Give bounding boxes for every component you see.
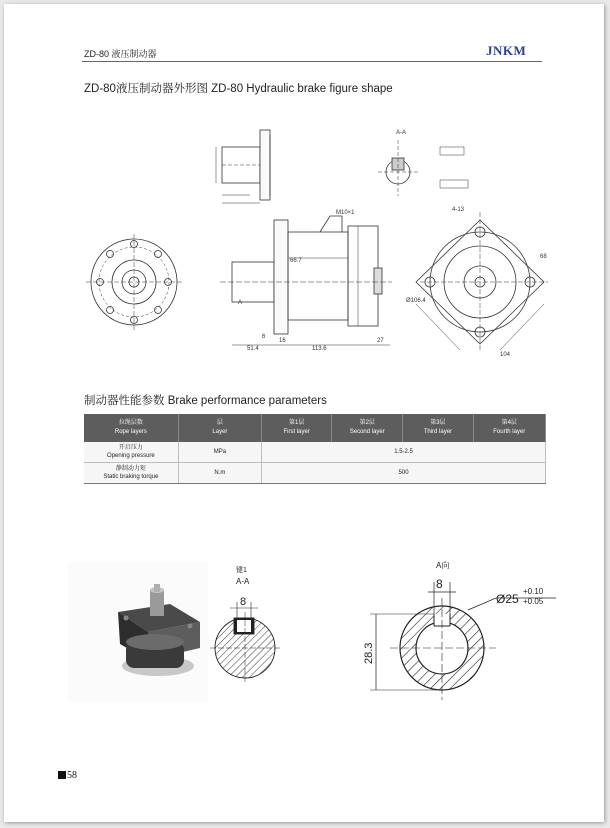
dim-27: 27 <box>377 338 384 344</box>
view-arrow-a: A <box>238 300 243 306</box>
table-header-row <box>84 414 546 442</box>
header-fourth-layer: 第4层 Fourth layer <box>473 414 545 442</box>
row-unit: MPa <box>178 442 261 463</box>
small-section-width: 8 <box>240 596 247 608</box>
bottom-illustrations <box>0 552 610 702</box>
large-section-label: A向 <box>436 561 450 570</box>
dim-m10: M10×1 <box>336 210 355 216</box>
shaft-detail-view <box>216 130 270 203</box>
end-view-square-flange <box>416 212 548 352</box>
large-section-height: 28.3 <box>363 642 375 664</box>
brand-logo: JNKM <box>486 43 527 58</box>
small-section-label: A-A <box>236 577 250 586</box>
figure-section-title: ZD-80液压制动器外形图 ZD-80 Hydraulic brake figure shape <box>84 83 393 95</box>
dim-68: 68 <box>540 254 547 260</box>
page-number <box>58 770 77 781</box>
dim-d106-4: Ø106.4 <box>406 298 426 304</box>
row-label-opening-pressure: 开启压力 Opening pressure <box>84 442 178 463</box>
header-rope-layers: 拉绳层数 Rope layers <box>84 414 178 442</box>
page-number-text: 58 <box>67 770 77 781</box>
table-row <box>84 463 546 484</box>
dim-51-4: 51.4 <box>247 346 259 352</box>
view-label-aa: A-A <box>396 130 407 136</box>
table-row <box>84 442 546 463</box>
row-value: 1.5-2.5 <box>262 442 546 463</box>
header-third-layer: 第3层 Third layer <box>403 414 473 442</box>
side-view-body <box>220 216 392 345</box>
front-view-flange <box>86 234 182 330</box>
header-layer: 层 Layer <box>178 414 261 442</box>
small-section-top-label: 键1 <box>236 567 247 574</box>
dim-4-13: 4-13 <box>452 207 465 213</box>
page-marker-icon <box>58 771 66 779</box>
section-aa-small <box>210 602 280 684</box>
dim-113-6: 113.6 <box>312 346 327 352</box>
product-photo <box>68 562 208 702</box>
large-section-width: 8 <box>436 577 443 591</box>
row-unit: N.m <box>178 463 261 484</box>
keyway-detail-view <box>378 140 468 196</box>
performance-table <box>84 414 546 484</box>
tolerance-upper: +0.10 <box>523 587 544 596</box>
row-label-static-torque: 静制动力矩 Static braking torque <box>84 463 178 484</box>
header-title: ZD-80 液压制动器 <box>84 49 157 59</box>
dim-104: 104 <box>500 352 511 358</box>
header-first-layer: 第1层 First layer <box>262 414 332 442</box>
header-divider <box>82 61 542 62</box>
performance-section-title: 制动器性能参数 Brake performance parameters <box>84 395 327 407</box>
dim-66-7: 66.7 <box>290 258 302 264</box>
dim-16: 16 <box>279 338 286 344</box>
tolerance-lower: +0.05 <box>523 597 544 606</box>
header-second-layer: 第2层 Second layer <box>332 414 403 442</box>
row-value: 500 <box>262 463 546 484</box>
dim-6: 6 <box>262 334 266 340</box>
brake-outline-drawing <box>0 110 610 370</box>
large-section-diameter: Ø25 <box>496 592 519 606</box>
